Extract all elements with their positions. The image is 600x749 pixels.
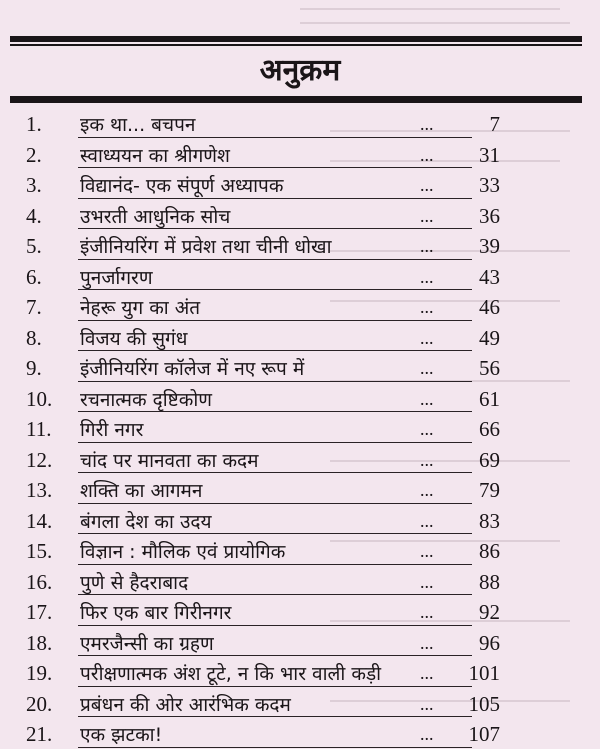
toc-entry-underline (78, 716, 472, 717)
toc-entry (0, 627, 600, 658)
toc-entry-title: इंजीनियरिंग कॉलेज में नए रूप में (80, 358, 305, 380)
toc-entry-underline (78, 289, 472, 290)
toc-entry-leader: ... (420, 419, 434, 439)
toc-entry-page: 31 (479, 142, 500, 167)
toc-entry-number: 21. (26, 722, 53, 746)
toc-entry-title: नेहरू युग का अंत (80, 297, 201, 319)
toc-entry-title: पुणे से हैदराबाद (80, 571, 189, 594)
toc-entry-number: 16. (26, 569, 53, 594)
toc-entry-leader: ... (420, 602, 434, 622)
toc-entry-title: एमरजैन्सी का ग्रहण (80, 632, 214, 655)
toc-entry-title: उभरती आधुनिक सोच (80, 205, 231, 228)
toc-entry-underline (78, 381, 472, 382)
toc-entry-number: 15. (26, 539, 53, 563)
toc-entry-underline (78, 442, 472, 443)
toc-entry-page: 36 (479, 203, 500, 228)
toc-entry (0, 108, 600, 139)
toc-entry-number: 14. (26, 508, 53, 533)
toc-entry-title: फिर एक बार गिरीनगर (80, 602, 232, 624)
toc-entry (0, 291, 600, 322)
toc-entry (0, 657, 600, 688)
toc-entry-number: 7. (26, 295, 42, 319)
toc-entry-leader: ... (420, 541, 434, 561)
toc-entry-page: 107 (468, 722, 500, 746)
toc-entry-underline (78, 137, 472, 138)
toc-entry-title: शक्ति का आगमन (80, 480, 203, 502)
toc-entry-number: 20. (26, 691, 53, 716)
toc-entry-page: 33 (479, 173, 500, 197)
toc-entry-number: 10. (26, 386, 53, 411)
toc-entry (0, 261, 600, 292)
toc-entry (0, 474, 600, 505)
toc-entry-underline (78, 411, 472, 412)
toc-entry-leader: ... (420, 236, 434, 256)
toc-entry-leader: ... (420, 388, 434, 409)
toc-entry-underline (78, 228, 472, 229)
toc-entry-number: 1. (26, 112, 42, 136)
toc-entry-underline (78, 320, 472, 321)
toc-entry-number: 12. (26, 447, 53, 472)
toc-entry-page: 43 (479, 264, 500, 289)
toc-entry-leader: ... (420, 510, 434, 531)
toc-entry-underline (78, 350, 472, 351)
toc-entry-title: इंजीनियरिंग में प्रवेश तथा चीनी धोखा (80, 236, 332, 258)
toc-entry-number: 2. (26, 142, 42, 167)
toc-entry-underline (78, 564, 472, 565)
toc-entry-leader: ... (420, 266, 434, 287)
toc-entry-page: 83 (479, 508, 500, 533)
toc-entry-title: रचनात्मक दृष्टिकोण (80, 388, 212, 411)
toc-entry-page: 96 (479, 630, 500, 655)
toc-entry-underline (78, 167, 472, 168)
toc-entry-title: स्वाध्ययन का श्रीगणेश (80, 144, 230, 167)
toc-entry-underline (78, 472, 472, 473)
toc-entry-leader: ... (420, 327, 434, 348)
toc-entry-title: प्रबंधन की ओर आरंभिक कदम (80, 693, 291, 716)
toc-entry-leader: ... (420, 297, 434, 317)
toc-entry (0, 444, 600, 475)
toc-entry-number: 13. (26, 478, 53, 502)
title-rule (10, 96, 582, 103)
toc-entry-leader: ... (420, 358, 434, 378)
toc-entry-title: गिरी नगर (80, 419, 144, 441)
toc-entry-underline (78, 747, 472, 748)
toc-entry (0, 139, 600, 170)
toc-entry-leader: ... (420, 663, 434, 683)
toc-entry-page: 66 (479, 417, 500, 441)
toc-entry (0, 688, 600, 719)
toc-entry-title: विज्ञान : मौलिक एवं प्रायोगिक (80, 541, 286, 563)
toc-entry-page: 56 (479, 356, 500, 380)
toc-entry (0, 383, 600, 414)
toc-entry-title: विद्यानंद- एक संपूर्ण अध्यापक (80, 175, 284, 197)
toc-entry (0, 505, 600, 536)
toc-entry-page: 101 (468, 661, 500, 685)
toc-entry-number: 6. (26, 264, 42, 289)
toc-entry-underline (78, 625, 472, 626)
toc-entry-leader: ... (420, 571, 434, 592)
toc-entry-number: 9. (26, 356, 42, 380)
toc-entry (0, 200, 600, 231)
toc-entry-number: 19. (26, 661, 53, 685)
toc-entry-leader: ... (420, 205, 434, 226)
toc-entry-underline (78, 503, 472, 504)
toc-entry-leader: ... (420, 449, 434, 470)
toc-entry (0, 566, 600, 597)
toc-entry (0, 535, 600, 566)
toc-entry-number: 17. (26, 600, 53, 624)
toc-entry-underline (78, 533, 472, 534)
toc-entry-title: पुनर्जागरण (80, 266, 153, 289)
toc-entry-title: विजय की सुगंध (80, 327, 188, 350)
page-title: अनुक्रम (259, 53, 341, 88)
toc-entry-number: 18. (26, 630, 53, 655)
toc-entry-number: 11. (26, 417, 52, 441)
toc-entry-leader: ... (420, 693, 434, 714)
toc-entry-underline (78, 198, 472, 199)
toc-entry-page: 46 (479, 295, 500, 319)
toc-entry-leader: ... (420, 724, 434, 744)
toc-entry (0, 413, 600, 444)
toc-entry-title: एक झटका! (80, 724, 163, 746)
toc-entry (0, 352, 600, 383)
top-rule-thick (10, 36, 582, 42)
toc-entry-title: चांद पर मानवता का कदम (80, 449, 259, 472)
toc-entry-page: 39 (479, 234, 500, 258)
toc-entry-number: 8. (26, 325, 42, 350)
toc-entry-leader: ... (420, 480, 434, 500)
toc-entry (0, 230, 600, 261)
toc-entry-page: 7 (489, 112, 500, 136)
toc-entry-page: 105 (468, 691, 500, 716)
toc-entry-leader: ... (420, 632, 434, 653)
toc-entry-underline (78, 686, 472, 687)
toc-entry (0, 596, 600, 627)
toc-entry-page: 86 (479, 539, 500, 563)
toc-entry-underline (78, 655, 472, 656)
toc-entry-page: 92 (479, 600, 500, 624)
toc-entry-title: इक था... बचपन (80, 114, 196, 136)
toc-entry-page: 69 (479, 447, 500, 472)
toc-entry (0, 169, 600, 200)
toc-entry-underline (78, 594, 472, 595)
toc-entry-page: 61 (479, 386, 500, 411)
toc-entry-title: बंगला देश का उदय (80, 510, 212, 533)
toc-entry-leader: ... (420, 114, 434, 134)
toc-entry-leader: ... (420, 144, 434, 165)
toc-list (0, 108, 600, 749)
toc-entry-title: परीक्षणात्मक अंश टूटे, न कि भार वाली कड़ी (80, 663, 382, 685)
toc-entry-page: 88 (479, 569, 500, 594)
toc-entry-page: 49 (479, 325, 500, 350)
toc-entry (0, 322, 600, 353)
toc-entry-underline (78, 259, 472, 260)
toc-entry-number: 5. (26, 234, 42, 258)
toc-entry-number: 3. (26, 173, 42, 197)
toc-entry-page: 79 (479, 478, 500, 502)
toc-entry-number: 4. (26, 203, 42, 228)
toc-entry-leader: ... (420, 175, 434, 195)
